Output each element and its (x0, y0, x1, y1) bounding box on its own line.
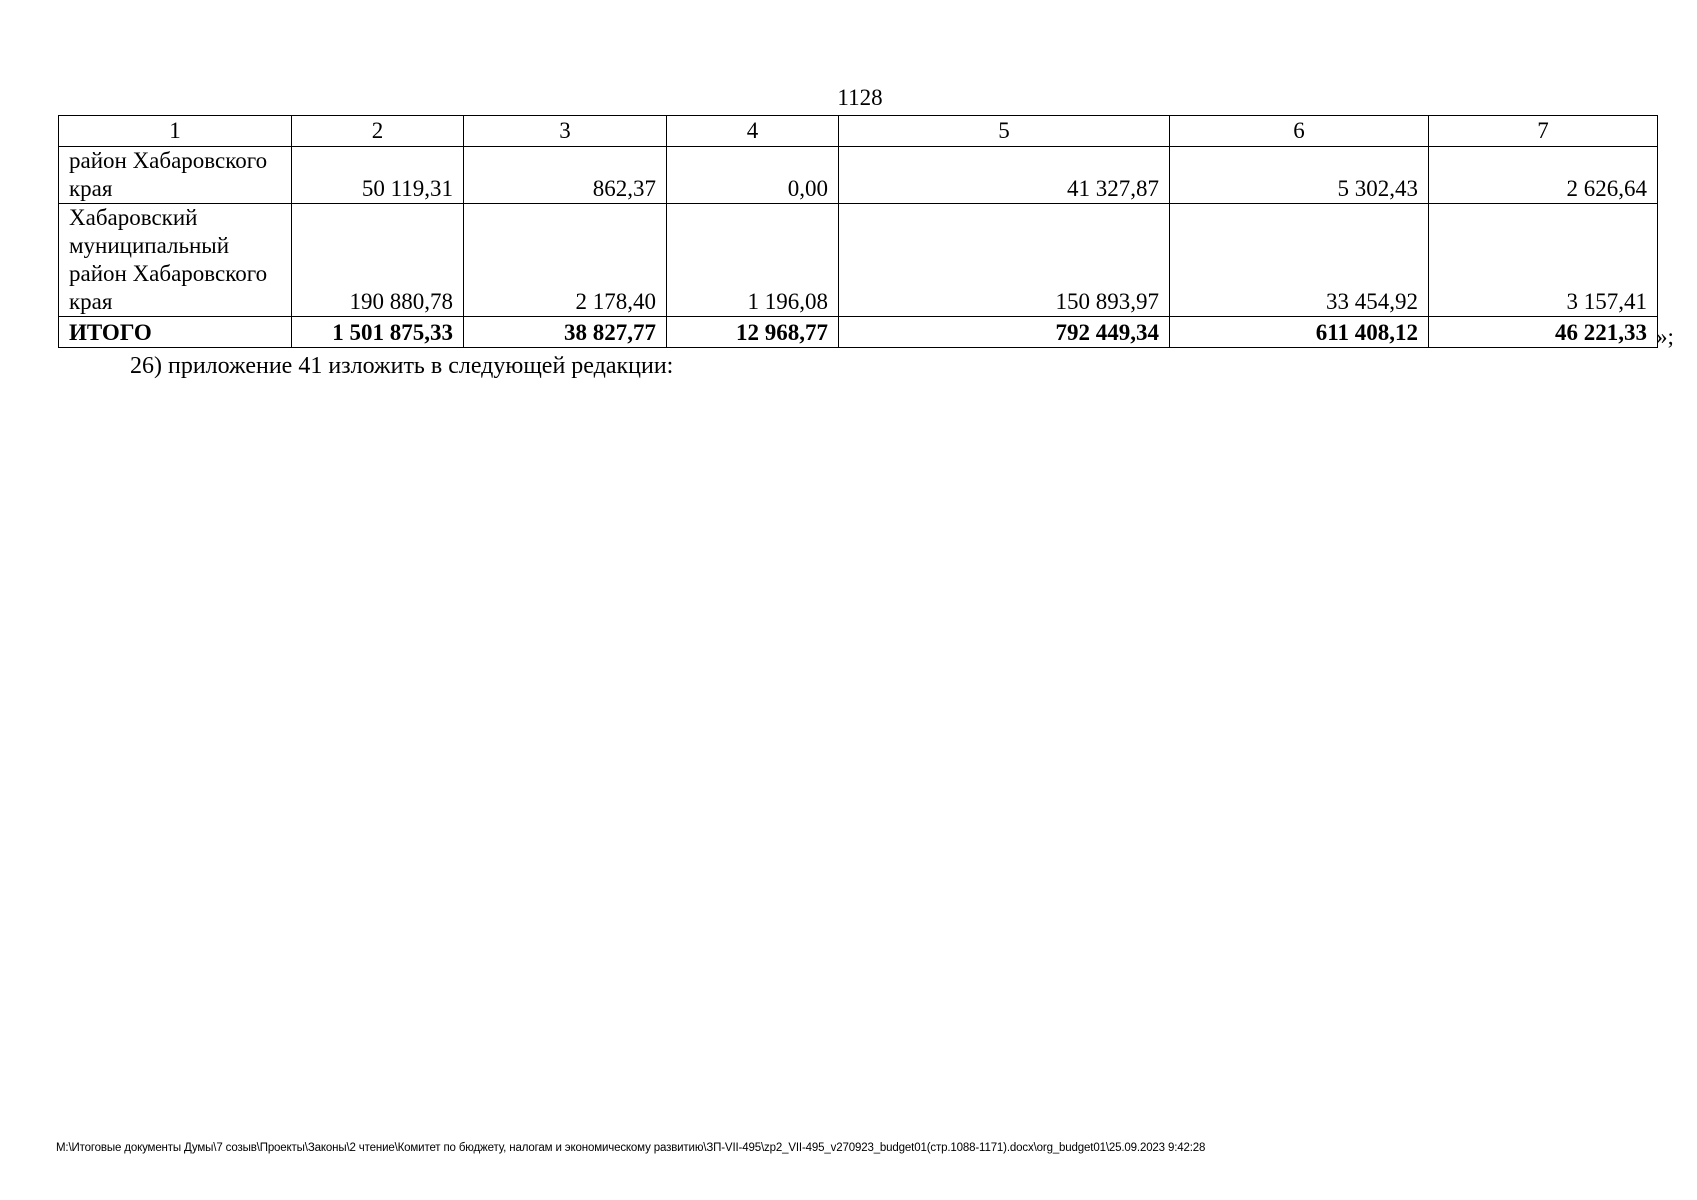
row-name: район Хабаровского края (59, 147, 292, 204)
column-header-3: 3 (464, 116, 667, 147)
closing-quote: »; (1656, 324, 1674, 349)
total-value: 38 827,77 (464, 317, 667, 348)
total-row (59, 317, 1658, 348)
instruction-text: 26) приложение 41 изложить в следующей редакции: (130, 353, 674, 379)
header-row (59, 116, 1658, 147)
total-value: 792 449,34 (839, 317, 1170, 348)
cell-value: 862,37 (464, 147, 667, 204)
column-header-2: 2 (292, 116, 464, 147)
table-row (59, 147, 1658, 204)
cell-value: 2 178,40 (464, 204, 667, 317)
cell-value: 33 454,92 (1170, 204, 1429, 317)
column-header-1: 1 (59, 116, 292, 147)
cell-value: 2 626,64 (1429, 147, 1658, 204)
column-header-4: 4 (667, 116, 839, 147)
cell-value: 3 157,41 (1429, 204, 1658, 317)
column-header-7: 7 (1429, 116, 1658, 147)
column-header-6: 6 (1170, 116, 1429, 147)
row-name: Хабаровский муниципальный район Хабаровского края (59, 204, 292, 317)
total-value: 12 968,77 (667, 317, 839, 348)
page-number: 1128 (837, 85, 883, 110)
budget-table (58, 115, 1658, 348)
total-value: 611 408,12 (1170, 317, 1429, 348)
cell-value: 150 893,97 (839, 204, 1170, 317)
total-value: 1 501 875,33 (292, 317, 464, 348)
cell-value: 0,00 (667, 147, 839, 204)
column-header-5: 5 (839, 116, 1170, 147)
cell-value: 5 302,43 (1170, 147, 1429, 204)
cell-value: 190 880,78 (292, 204, 464, 317)
cell-value: 1 196,08 (667, 204, 839, 317)
cell-value: 50 119,31 (292, 147, 464, 204)
cell-value: 41 327,87 (839, 147, 1170, 204)
total-value: 46 221,33 (1429, 317, 1658, 348)
total-label: ИТОГО (59, 317, 292, 348)
footer-file-path: M:\Итоговые документы Думы\7 созыв\Проекты\Законы\2 чтение\Комитет по бюджету, налогам и экономическому развитию\ЗП-VII-495\zp2_VII-495_v270923_budget01(стр.1088-1171).docx\org_budget01\25.09.2023 9:42:28 (56, 1142, 1206, 1154)
table-row (59, 204, 1658, 317)
